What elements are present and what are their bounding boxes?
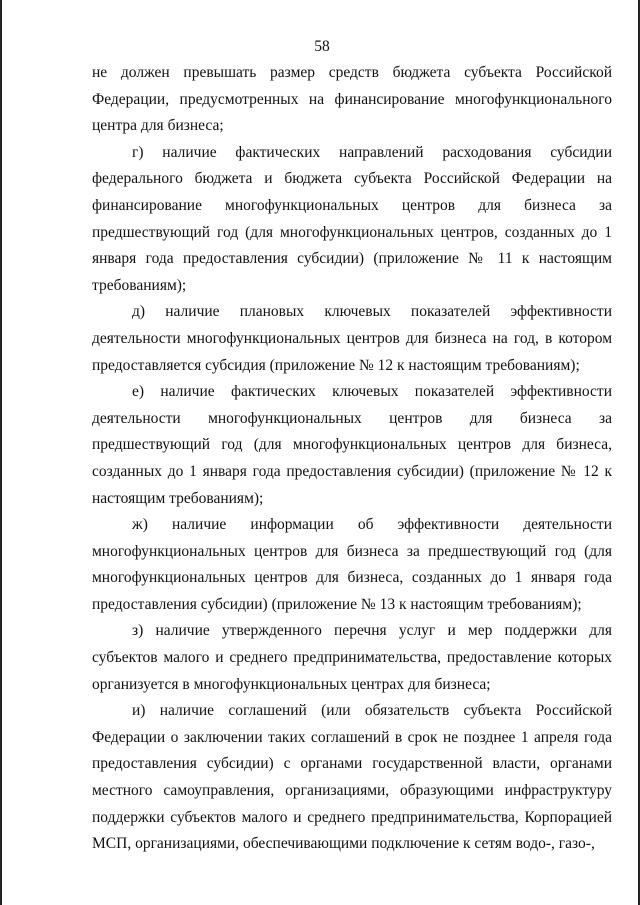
paragraph-continuation: не должен превышать размер средств бюджета субъекта Российской Федерации, предусмотренных на финансирование многофункционального центра для бизнеса; (92, 64, 612, 135)
paragraph-item-zh: ж) наличие информации об эффективности деятельности многофункциональных центров для бизнеса за предшествующий год (для многофункциональных центров для бизнеса, созданных до 1 января года предоставления субсидии) (приложение № 13 к настоящим требованиям); (92, 516, 612, 613)
page-number: 58 (314, 38, 330, 55)
paragraph-item-i: и) наличие соглашений (или обязательств субъекта Российской Федерации о заключении таких соглашений в срок не позднее 1 апреля года предоставления субсидии) с органами государственной власти, органами местного самоуправления, организациями, образующими инфраструктуру поддержки субъектов малого и среднего предпринимательства, Корпорацией МСП, организациями, обеспечивающими подключение к сетям водо-, газо-, (92, 702, 612, 853)
paragraph-item-e: е) наличие фактических ключевых показателей эффективности деятельности многофункциональных центров для бизнеса за предшествующий год (для многофункциональных центров для бизнеса, созданных до 1 января года предоставления субсидии) (приложение № 12 к настоящим требованиям); (92, 383, 612, 507)
paragraph-item-g: г) наличие фактических направлений расходования субсидии федерального бюджета и бюджета субъекта Российской Федерации на финансирование многофункциональных центров для бизнеса за предшествующий год (для многофункциональных центров, созданных до 1 января года предоставления субсидии) (приложение № 11 к настоящим требованиям); (92, 143, 612, 294)
document-body (92, 60, 612, 858)
paragraph-item-d: д) наличие плановых ключевых показателей эффективности деятельности многофункциональных центров для бизнеса на год, в котором предоставляется субсидия (приложение № 12 к настоящим требованиям); (92, 303, 612, 374)
paragraph-item-z: з) наличие утвержденного перечня услуг и мер поддержки для субъектов малого и среднего предпринимательства, предоставление которых организуется в многофункциональных центрах для бизнеса; (92, 622, 612, 693)
